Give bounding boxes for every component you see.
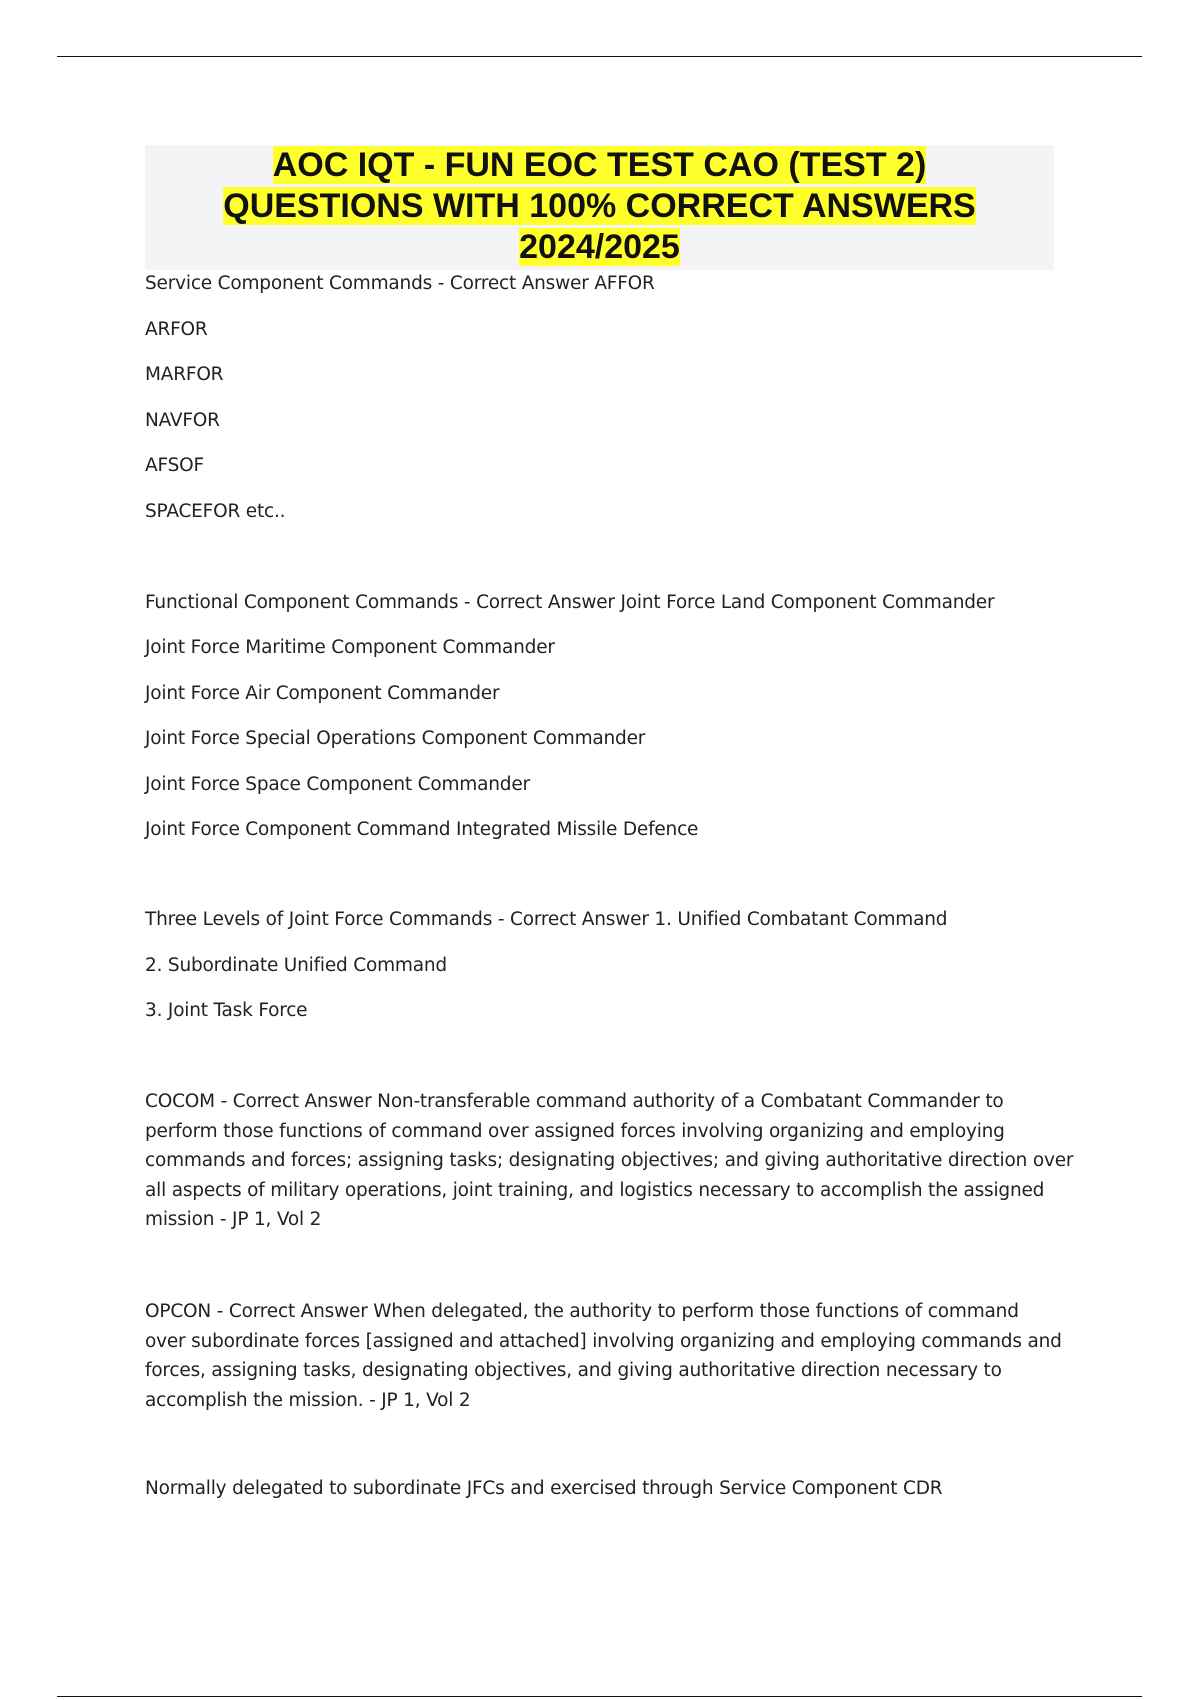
paragraph-line: OPCON - Correct Answer When delegated, the authority to perform those functions of command	[145, 1301, 1019, 1322]
answer-item: ARFOR	[145, 319, 208, 340]
answer-item: NAVFOR	[145, 410, 220, 431]
note-line: Normally delegated to subordinate JFCs and exercised through Service Component CDR	[145, 1478, 943, 1499]
answer-item: Joint Force Component Command Integrated Missile Defence	[145, 819, 699, 840]
paragraph-line: all aspects of military operations, joint training, and logistics necessary to accomplish the assigned	[145, 1179, 1045, 1201]
answer-item: Joint Force Air Component Commander	[145, 683, 500, 704]
answer-item: 2. Subordinate Unified Command	[145, 955, 447, 976]
footer-rule	[57, 1696, 1142, 1697]
question-functional-component: Functional Component Commands - Correct Answer Joint Force Land Component Commander	[145, 592, 995, 613]
title-line-2: QUESTIONS WITH 100% CORRECT ANSWERS	[223, 187, 976, 225]
answer-item: Joint Force Maritime Component Commander	[145, 637, 555, 658]
question-opcon	[145, 1297, 1065, 1415]
answer-item: SPACEFOR etc..	[145, 501, 286, 522]
paragraph-line: accomplish the mission. - JP 1, Vol 2	[145, 1389, 471, 1411]
answer-item: AFSOF	[145, 455, 204, 476]
answer-item: Joint Force Space Component Commander	[145, 774, 530, 795]
paragraph-line: COCOM - Correct Answer Non-transferable command authority of a Combatant Commander to	[145, 1091, 1004, 1112]
answer-item: MARFOR	[145, 364, 224, 385]
paragraph-line: perform those functions of command over assigned forces involving organizing and employing	[145, 1120, 1005, 1142]
title-line-3: 2024/2025	[519, 228, 680, 266]
header-rule	[57, 56, 1142, 57]
paragraph-line: commands and forces; assigning tasks; designating objectives; and giving authoritative direction over	[145, 1150, 1074, 1171]
answer-item: 3. Joint Task Force	[145, 1000, 308, 1021]
question-three-levels: Three Levels of Joint Force Commands - Correct Answer 1. Unified Combatant Command	[145, 909, 948, 930]
question-service-component: Service Component Commands - Correct Answer AFFOR	[145, 273, 655, 294]
title-line-1: AOC IQT - FUN EOC TEST CAO (TEST 2)	[272, 146, 927, 184]
paragraph-line: mission - JP 1, Vol 2	[145, 1209, 322, 1230]
question-cocom	[145, 1087, 1074, 1235]
answer-item: Joint Force Special Operations Component Commander	[145, 728, 646, 749]
paragraph-line: over subordinate forces [assigned and attached] involving organizing and employing commands and	[145, 1330, 1062, 1352]
document-title	[145, 145, 1054, 270]
paragraph-line: forces, assigning tasks, designating objectives, and giving authoritative direction necessary to	[145, 1360, 1002, 1381]
